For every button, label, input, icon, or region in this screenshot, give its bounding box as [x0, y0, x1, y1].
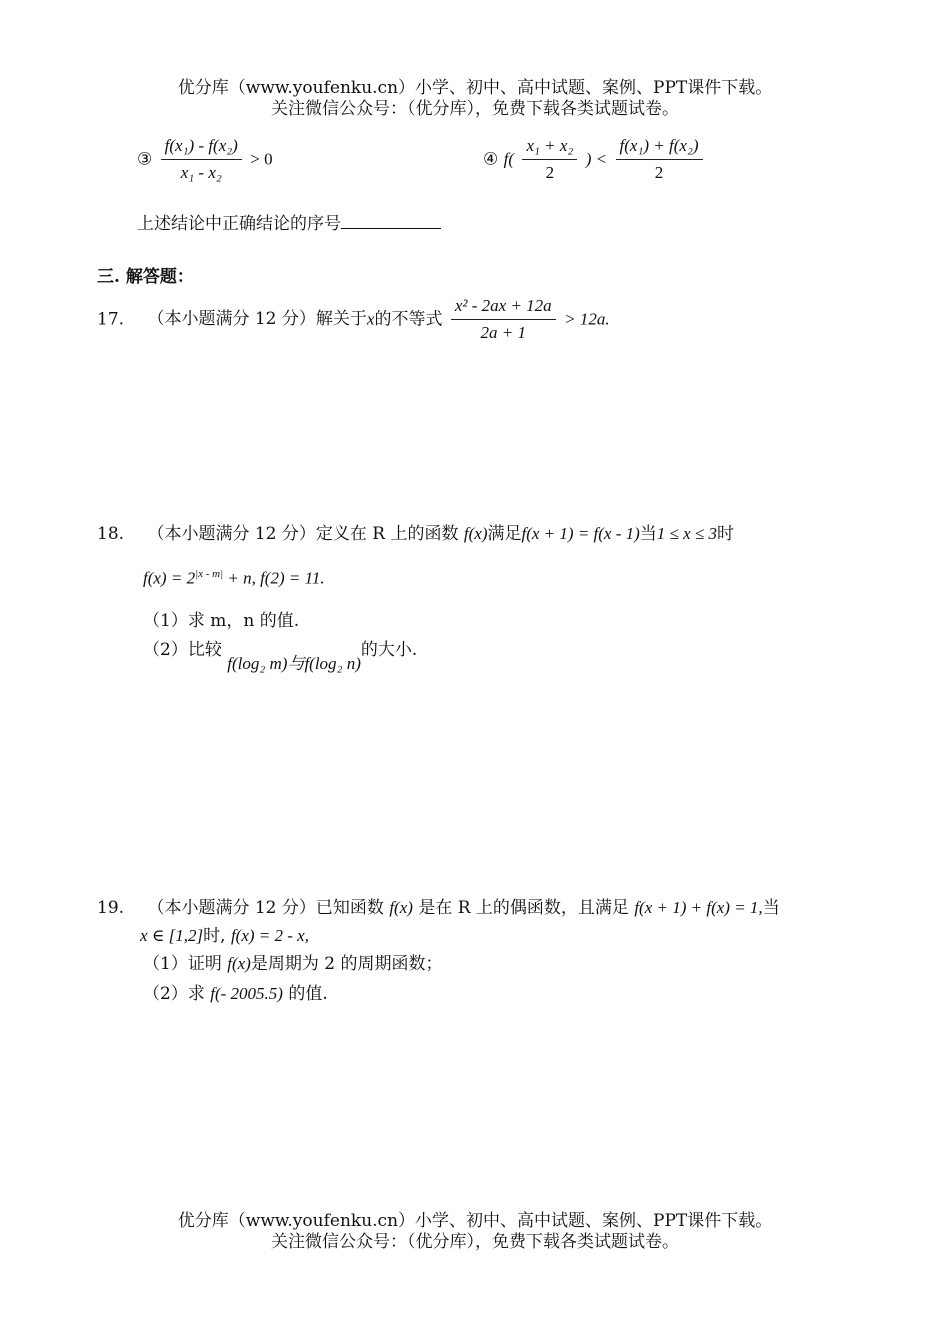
q19-text2: 是在 R 上的偶函数，且满足 — [418, 898, 629, 918]
q18-text4: 时 — [717, 524, 735, 544]
conclusion-4-mark: ④ — [483, 149, 499, 170]
q17-text2: 的不等式 — [374, 309, 443, 330]
conclusion-4-lhs-denominator: 2 — [545, 163, 555, 183]
q19-sub1 — [143, 954, 442, 974]
q19-number: 19. — [97, 898, 125, 918]
q18-expr1: f(x) — [463, 524, 488, 543]
q18-line2-exponent: |x - m| — [195, 568, 224, 580]
q17-text: （本小题满分 12 分）解关于 — [147, 309, 367, 330]
q18-expr3: 1 ≤ x ≤ 3 — [656, 524, 718, 543]
conclusion-4-rhs-denominator: 2 — [654, 163, 664, 183]
conclusion-4-lhs-suffix: ) < — [585, 149, 608, 169]
q19-sub1-expr: f(x) — [227, 954, 251, 973]
q18-sub2-suffix: 的大小. — [360, 640, 418, 660]
conclusion-4-lhs-numerator: x₁ + x₂ — [522, 136, 577, 160]
conclusion-question — [137, 210, 441, 234]
q18-sub1: （1）求 m，n 的值. — [143, 611, 300, 631]
section-title: 三. 解答题： — [97, 267, 194, 287]
q17-number: 17. — [97, 309, 125, 330]
conclusion-3-mark: ③ — [137, 149, 153, 170]
q18-text2: 满足 — [487, 524, 522, 544]
conclusion-4-lhs-fraction — [522, 136, 577, 184]
q19-sub1-suffix: 是周期为 2 的周期函数； — [250, 954, 443, 974]
conclusion-3-rhs: > 0 — [250, 149, 273, 169]
conclusion-4 — [483, 136, 706, 184]
q17-denominator: 2a + 1 — [480, 323, 527, 343]
question-17 — [97, 296, 610, 344]
q17-numerator: x² - 2ax + 12a — [451, 296, 556, 320]
footer-line-2: 关注微信公众号：（优分库），免费下载各类试题试卷。 — [271, 1232, 679, 1252]
q19-line2-text: 时, — [203, 926, 226, 946]
q18-text: （本小题满分 12 分）定义在 R 上的函数 — [147, 524, 459, 544]
footer-line-1: 优分库（www.youfenku.cn）小学、初中、高中试题、案例、PPT课件下载。 — [177, 1211, 773, 1231]
q19-line2-expr2: f(x) = 2 - x, — [230, 926, 309, 945]
conclusion-3 — [137, 136, 273, 184]
question-19 — [97, 898, 780, 918]
answer-blank[interactable] — [341, 210, 441, 229]
q17-rhs: > 12a. — [564, 309, 610, 329]
q19-sub1-prefix: （1）证明 — [143, 954, 222, 974]
header-line-2: 关注微信公众号：（优分库），免费下载各类试题试卷。 — [271, 99, 679, 119]
conclusion-3-fraction — [161, 136, 242, 184]
conclusion-3-denominator: x₁ - x₂ — [180, 163, 222, 183]
q19-line2-expr: x ∈ [1,2] — [140, 926, 204, 945]
conclusion-3-numerator: f(x₁) - f(x₂) — [161, 136, 242, 160]
conclusion-4-rhs-numerator: f(x₁) + f(x₂) — [616, 136, 703, 160]
q19-text3: 当 — [762, 898, 780, 918]
q18-sub2 — [143, 640, 418, 673]
q18-expr2: f(x + 1) = f(x - 1) — [521, 524, 640, 543]
q19-sub2 — [143, 984, 328, 1004]
conclusion-4-rhs-fraction — [616, 136, 703, 184]
q19-line2 — [140, 926, 309, 946]
q18-line2 — [143, 568, 325, 589]
q18-number: 18. — [97, 524, 125, 544]
q19-sub2-suffix: 的值. — [288, 984, 328, 1004]
q19-sub2-expr: f(- 2005.5) — [210, 984, 283, 1003]
q18-sub2-prefix: （2）比较 — [143, 640, 222, 660]
q19-expr1: f(x) — [389, 898, 413, 917]
q18-text3: 当 — [639, 524, 657, 544]
q19-text: （本小题满分 12 分）已知函数 — [147, 898, 384, 918]
q18-line2-base: f(x) = 2 — [143, 568, 196, 588]
header-line-1: 优分库（www.youfenku.cn）小学、初中、高中试题、案例、PPT课件下载。 — [177, 78, 773, 98]
q17-var: x — [366, 309, 375, 329]
q18-sub2-expr: f(log₂ m)与f(log₂ n) — [227, 654, 361, 673]
q19-sub2-prefix: （2）求 — [143, 984, 205, 1004]
q19-expr2: f(x + 1) + f(x) = 1, — [634, 898, 763, 917]
conclusion-question-text: 上述结论中正确结论的序号 — [137, 214, 341, 234]
q17-fraction — [451, 296, 556, 344]
question-18 — [97, 524, 734, 544]
conclusion-4-lhs-prefix: f( — [503, 149, 515, 169]
q18-line2-rest: + n, f(2) = 11. — [227, 568, 325, 588]
